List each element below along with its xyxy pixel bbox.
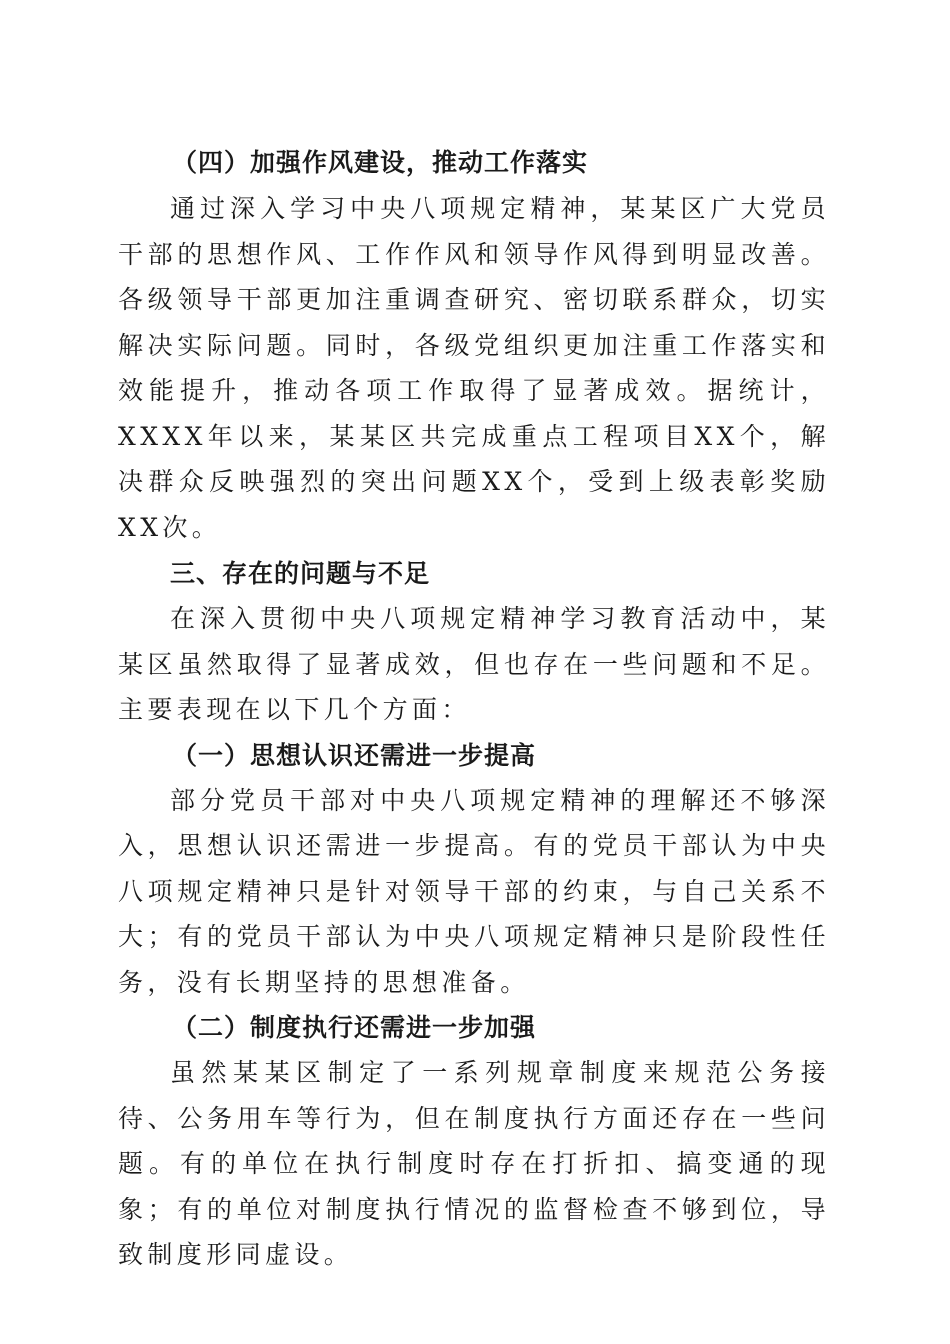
paragraph-system-execution: 虽然某某区制定了一系列规章制度来规范公务接待、公务用车等行为，但在制度执行方面还存在一些问题。有的单位在执行制度时存在打折扣、搞变通的现象；有的单位对制度执行情况的监督检查不够到位，导致制度形同虚设。 [118,1058,830,1269]
subsection-heading-2: （二）制度执行还需进一步加强 [172,1013,537,1042]
section-heading-problems: 三、存在的问题与不足 [170,559,431,588]
paragraph-ideological-awareness: 部分党员干部对中央八项规定精神的理解还不够深入，思想认识还需进一步提高。有的党员干部认为中央八项规定精神只是针对领导干部的约束，与自己关系不大；有的党员干部认为中央八项规定精神只是阶段性任务，没有长期坚持的思想准备。 [118,785,830,997]
paragraph-work-style: 通过深入学习中央八项规定精神，某某区广大党员干部的思想作风、工作作风和领导作风得到明显改善。各级领导干部更加注重调查研究、密切联系群众，切实解决实际问题。同时，各级党组织更加注重工作落实和效能提升，推动各项工作取得了显著成效。据统计，XXXX年以来，某某区共完成重点工程项目XX个，解决群众反映强烈的突出问题XX个，受到上级表彰奖励XX次。 [118,194,830,542]
subsection-heading-4: （四）加强作风建设，推动工作落实 [172,148,589,177]
subsection-heading-1: （一）思想认识还需进一步提高 [172,740,537,770]
document-body [118,140,830,1278]
paragraph-problems-intro: 在深入贯彻中央八项规定精神学习教育活动中，某某区虽然取得了显著成效，但也存在一些问题和不足。主要表现在以下几个方面： [118,604,830,724]
